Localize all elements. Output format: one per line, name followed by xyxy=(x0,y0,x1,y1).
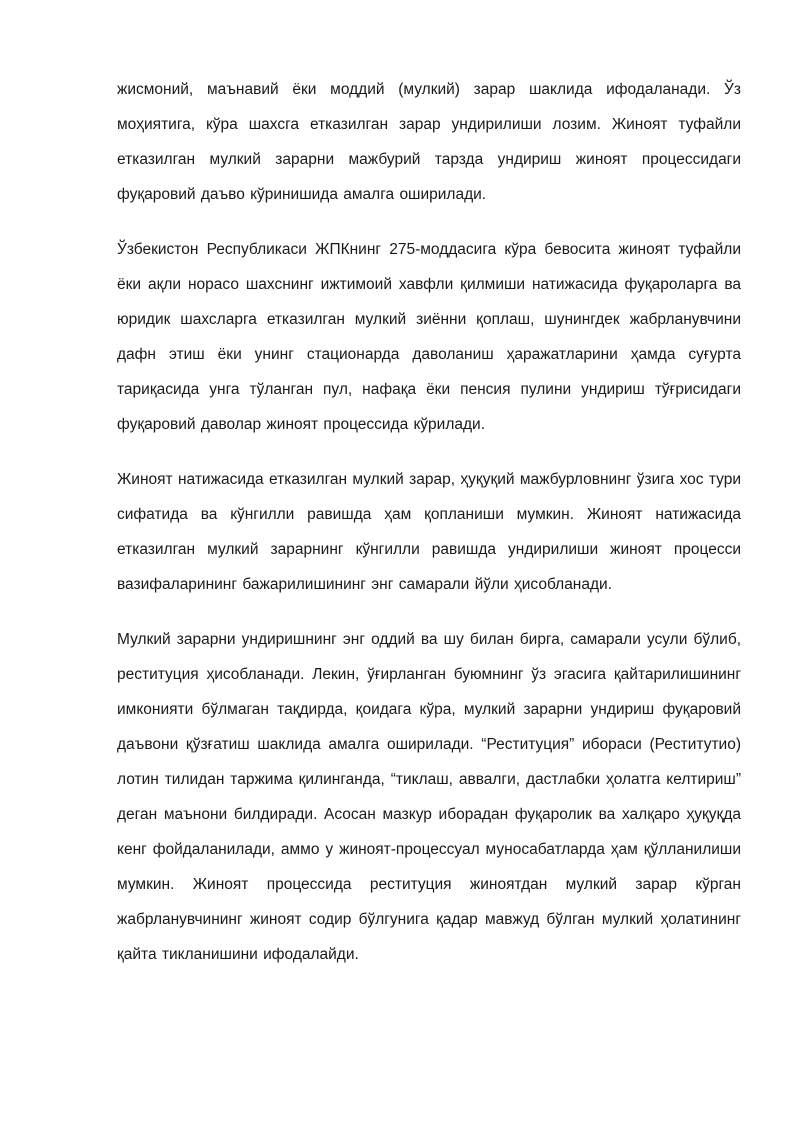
body-text xyxy=(117,72,741,992)
paragraph-1: жисмоний, маънавий ёки моддий (мулкий) зарар шаклида ифодаланади. Ўз моҳиятига, кўра шахсга етказилган зарар ундирилиши лозим. Жиноят туфайли етказилган мулкий зарарни мажбурий тарзда ундириш жиноят процессидаги фуқаровий даъво кўринишида амалга оширилади. xyxy=(117,81,741,203)
paragraph-3: Жиноят натижасида етказилган мулкий зарар, ҳуқуқий мажбурловнинг ўзига хос тури сифатида ва кўнгилли равишда ҳам қопланиши мумкин. Жиноят натижасида етказилган мулкий зарарнинг кўнгилли равишда ундирилиши жиноят процесси вазифаларининг бажарилишининг энг самарали йўли ҳисобланади. xyxy=(117,471,741,593)
paragraph-2: Ўзбекистон Республикаси ЖПКнинг 275-моддасига кўра бевосита жиноят туфайли ёки ақли норасо шахснинг ижтимоий хавфли қилмиши натижасида фуқароларга ва юридик шахсларга етказилган мулкий зиённи қоплаш, шунингдек жабрланувчини дафн этиш ёки унинг стационарда даволаниш ҳаражатларини ҳамда суғурта тариқасида унга тўланган пул, нафақа ёки пенсия пулини ундириш тўғрисидаги фуқаровий даволар жиноят процессида кўрилади. xyxy=(117,241,741,433)
paragraph-4: Мулкий зарарни ундиришнинг энг оддий ва шу билан бирга, самарали усули бўлиб, реституция ҳисобланади. Лекин, ўғирланган буюмнинг ўз эгасига қайтарилишининг имконияти бўлмаган тақдирда, қоидага кўра, мулкий зарарни ундириш фуқаровий даъвони қўзғатиш шаклида амалга оширилади. “Реституция” ибораси (Реститутио) лотин тилидан таржима қилинганда, “тиклаш, аввалги, дастлабки ҳолатга келтириш” деган маънони билдиради. Асосан мазкур иборадан фуқаролик ва халқаро ҳуқуқда кенг фойдаланилади, аммо у жиноят-процессуал муносабатларда ҳам қўлланилиши мумкин. Жиноят процессида реституция жиноятдан мулкий зарар кўрган жабрланувчининг жиноят содир бўлгунига қадар мавжуд бўлган мулкий ҳолатининг қайта тикланишини ифодалайди. xyxy=(117,631,741,963)
